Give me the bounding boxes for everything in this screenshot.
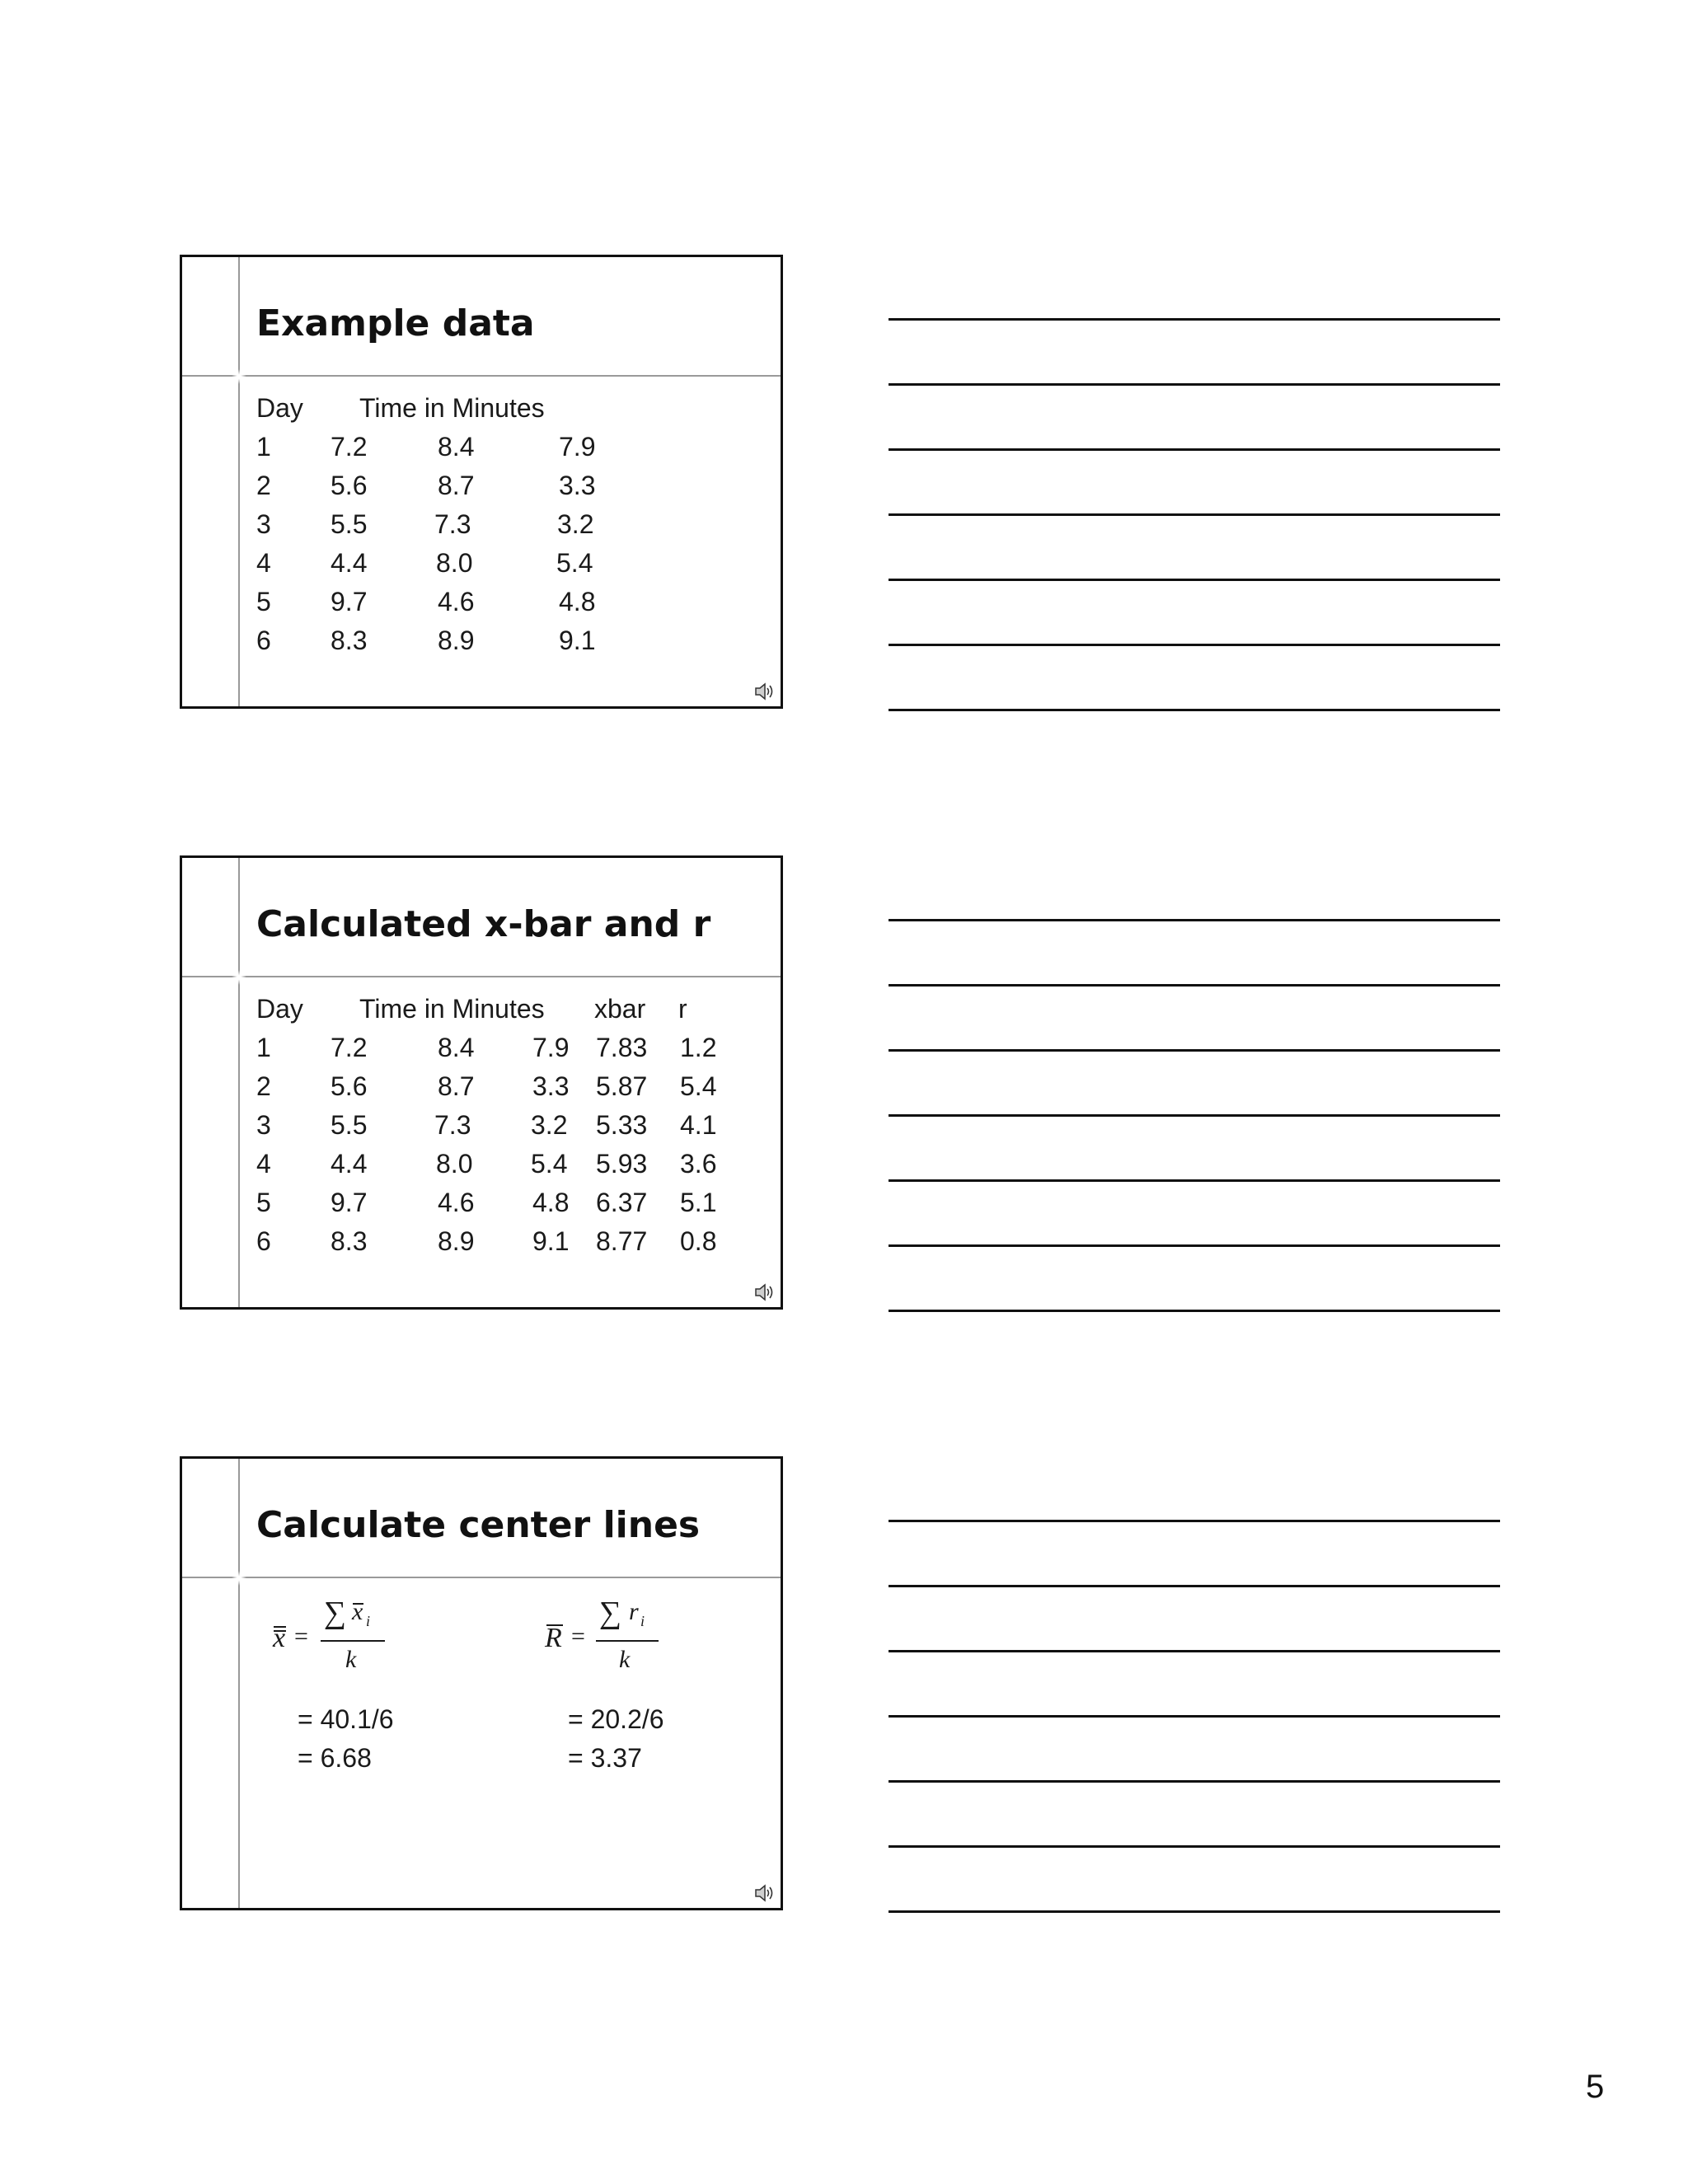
note-line: [889, 1585, 1500, 1587]
table-cell: 7.2: [331, 432, 368, 462]
note-line: [889, 513, 1500, 516]
table-cell: 8.4: [438, 432, 475, 462]
note-line: [889, 984, 1500, 987]
table-cell: 8.0: [436, 548, 473, 578]
formula-overbar: [274, 1626, 286, 1628]
slide-divider-vertical: [238, 1459, 240, 1908]
table-cell: 7.3: [434, 509, 471, 539]
table-cell: 7.9: [559, 432, 596, 462]
page-number: 5: [1586, 2069, 1605, 2105]
slide-divider-horizontal: [182, 375, 781, 377]
table-cell-day: 5: [256, 1188, 271, 1217]
xbar-step-1: = 40.1/6: [298, 1704, 394, 1734]
formula-lhs: R: [545, 1623, 562, 1653]
note-line: [889, 1715, 1500, 1718]
note-line: [889, 1845, 1500, 1848]
speaker-icon[interactable]: [754, 1282, 776, 1302]
sum-symbol: ∑: [324, 1596, 347, 1630]
note-line: [889, 1114, 1500, 1117]
table-cell: 3.2: [557, 509, 594, 539]
note-line: [889, 709, 1500, 711]
formula-subscript: i: [366, 1613, 371, 1629]
table-cell-day: 5: [256, 587, 271, 616]
table-cell: 3.3: [532, 1071, 570, 1101]
formula-denominator: k: [619, 1646, 631, 1673]
table-cell: 5.6: [331, 471, 368, 500]
table-cell-day: 3: [256, 509, 271, 539]
table-cell-r: 5.4: [680, 1071, 717, 1101]
note-line: [889, 1780, 1500, 1783]
note-line: [889, 1244, 1500, 1247]
table-cell: 4.4: [331, 1149, 368, 1179]
table-cell-day: 4: [256, 1149, 271, 1179]
table-cell: 8.7: [438, 471, 475, 500]
slide-title: Calculate center lines: [256, 1504, 701, 1546]
table-cell: 5.6: [331, 1071, 368, 1101]
table-cell-day: 3: [256, 1110, 271, 1140]
table-cell-day: 1: [256, 432, 271, 462]
table-cell: 5.4: [556, 548, 593, 578]
slide-divider-horizontal: [182, 976, 781, 977]
column-header-day: Day: [256, 393, 303, 423]
table-cell: 8.9: [438, 1226, 475, 1256]
table-cell: 4.4: [331, 548, 368, 578]
formula-overbar: [274, 1630, 286, 1632]
sum-symbol: ∑: [599, 1596, 622, 1630]
formula-equals: =: [294, 1623, 308, 1650]
table-cell-day: 2: [256, 471, 271, 500]
note-line: [889, 1179, 1500, 1182]
slide-title: Calculated x-bar and r: [256, 903, 711, 945]
note-line: [889, 579, 1500, 581]
table-cell-xbar: 5.33: [596, 1110, 648, 1140]
slide-calculated-xbar-r: [180, 855, 783, 1310]
table-cell: 7.9: [532, 1033, 570, 1062]
table-cell: 3.2: [531, 1110, 568, 1140]
xbar-bar-formula: [273, 1595, 396, 1681]
table-cell: 4.6: [438, 587, 475, 616]
note-line: [889, 1310, 1500, 1312]
table-cell-day: 6: [256, 626, 271, 655]
formula-term: x: [352, 1598, 363, 1625]
formula-term: r: [629, 1598, 639, 1625]
column-header-day: Day: [256, 994, 303, 1024]
formula-subscript: i: [640, 1613, 645, 1629]
formula-lhs: x: [273, 1623, 286, 1653]
r-step-1: = 20.2/6: [568, 1704, 664, 1734]
table-cell-r: 4.1: [680, 1110, 717, 1140]
slide-calculate-center-lines: [180, 1456, 783, 1910]
table-cell-r: 5.1: [680, 1188, 717, 1217]
xbar-step-2: = 6.68: [298, 1743, 372, 1773]
note-line: [889, 1049, 1500, 1052]
table-cell-day: 6: [256, 1226, 271, 1256]
note-line: [889, 1910, 1500, 1913]
table-cell: 8.0: [436, 1149, 473, 1179]
note-line: [889, 644, 1500, 646]
table-cell: 5.4: [531, 1149, 568, 1179]
table-cell-xbar: 6.37: [596, 1188, 648, 1217]
slide-example-data: [180, 255, 783, 709]
column-header-time: Time in Minutes: [359, 393, 545, 423]
table-cell: 5.5: [331, 1110, 368, 1140]
table-cell: 9.7: [331, 1188, 368, 1217]
table-cell: 3.3: [559, 471, 596, 500]
table-cell: 9.1: [532, 1226, 570, 1256]
note-line: [889, 1650, 1500, 1652]
table-cell: 7.3: [434, 1110, 471, 1140]
table-cell-xbar: 8.77: [596, 1226, 648, 1256]
formula-term-bar: [353, 1603, 363, 1605]
r-bar-formula: [545, 1595, 668, 1681]
table-cell: 8.3: [331, 626, 368, 655]
r-step-2: = 3.37: [568, 1743, 642, 1773]
slide-divider-glint: [232, 970, 246, 985]
slide-divider-glint: [232, 369, 246, 384]
table-cell: 9.1: [559, 626, 596, 655]
table-cell: 8.3: [331, 1226, 368, 1256]
fraction-line: [596, 1640, 659, 1642]
table-cell: 4.8: [559, 587, 596, 616]
column-header-time: Time in Minutes: [359, 994, 545, 1024]
table-cell: 8.7: [438, 1071, 475, 1101]
table-cell: 8.4: [438, 1033, 475, 1062]
table-cell: 8.9: [438, 626, 475, 655]
slide-divider-glint: [232, 1571, 246, 1586]
note-line: [889, 383, 1500, 386]
fraction-line: [321, 1640, 385, 1642]
table-cell-r: 1.2: [680, 1033, 717, 1062]
table-cell: 5.5: [331, 509, 368, 539]
table-cell-day: 1: [256, 1033, 271, 1062]
speaker-icon[interactable]: [754, 682, 776, 701]
table-cell-xbar: 5.87: [596, 1071, 648, 1101]
table-cell-r: 0.8: [680, 1226, 717, 1256]
column-header-r: r: [678, 994, 687, 1024]
slide-title: Example data: [256, 302, 535, 344]
formula-equals: =: [571, 1623, 585, 1650]
table-cell: 4.6: [438, 1188, 475, 1217]
table-cell-r: 3.6: [680, 1149, 717, 1179]
slide-divider-horizontal: [182, 1577, 781, 1578]
table-cell: 9.7: [331, 587, 368, 616]
table-cell-day: 4: [256, 548, 271, 578]
note-line: [889, 448, 1500, 451]
note-line: [889, 318, 1500, 321]
column-header-xbar: xbar: [594, 994, 646, 1024]
formula-denominator: k: [345, 1646, 357, 1673]
formula-overbar: [546, 1624, 563, 1626]
table-cell: 7.2: [331, 1033, 368, 1062]
slide-divider-vertical: [238, 257, 240, 706]
table-cell-xbar: 7.83: [596, 1033, 648, 1062]
speaker-icon[interactable]: [754, 1883, 776, 1903]
slide-divider-vertical: [238, 858, 240, 1307]
note-line: [889, 919, 1500, 921]
table-cell-day: 2: [256, 1071, 271, 1101]
table-cell: 4.8: [532, 1188, 570, 1217]
table-cell-xbar: 5.93: [596, 1149, 648, 1179]
note-line: [889, 1520, 1500, 1522]
